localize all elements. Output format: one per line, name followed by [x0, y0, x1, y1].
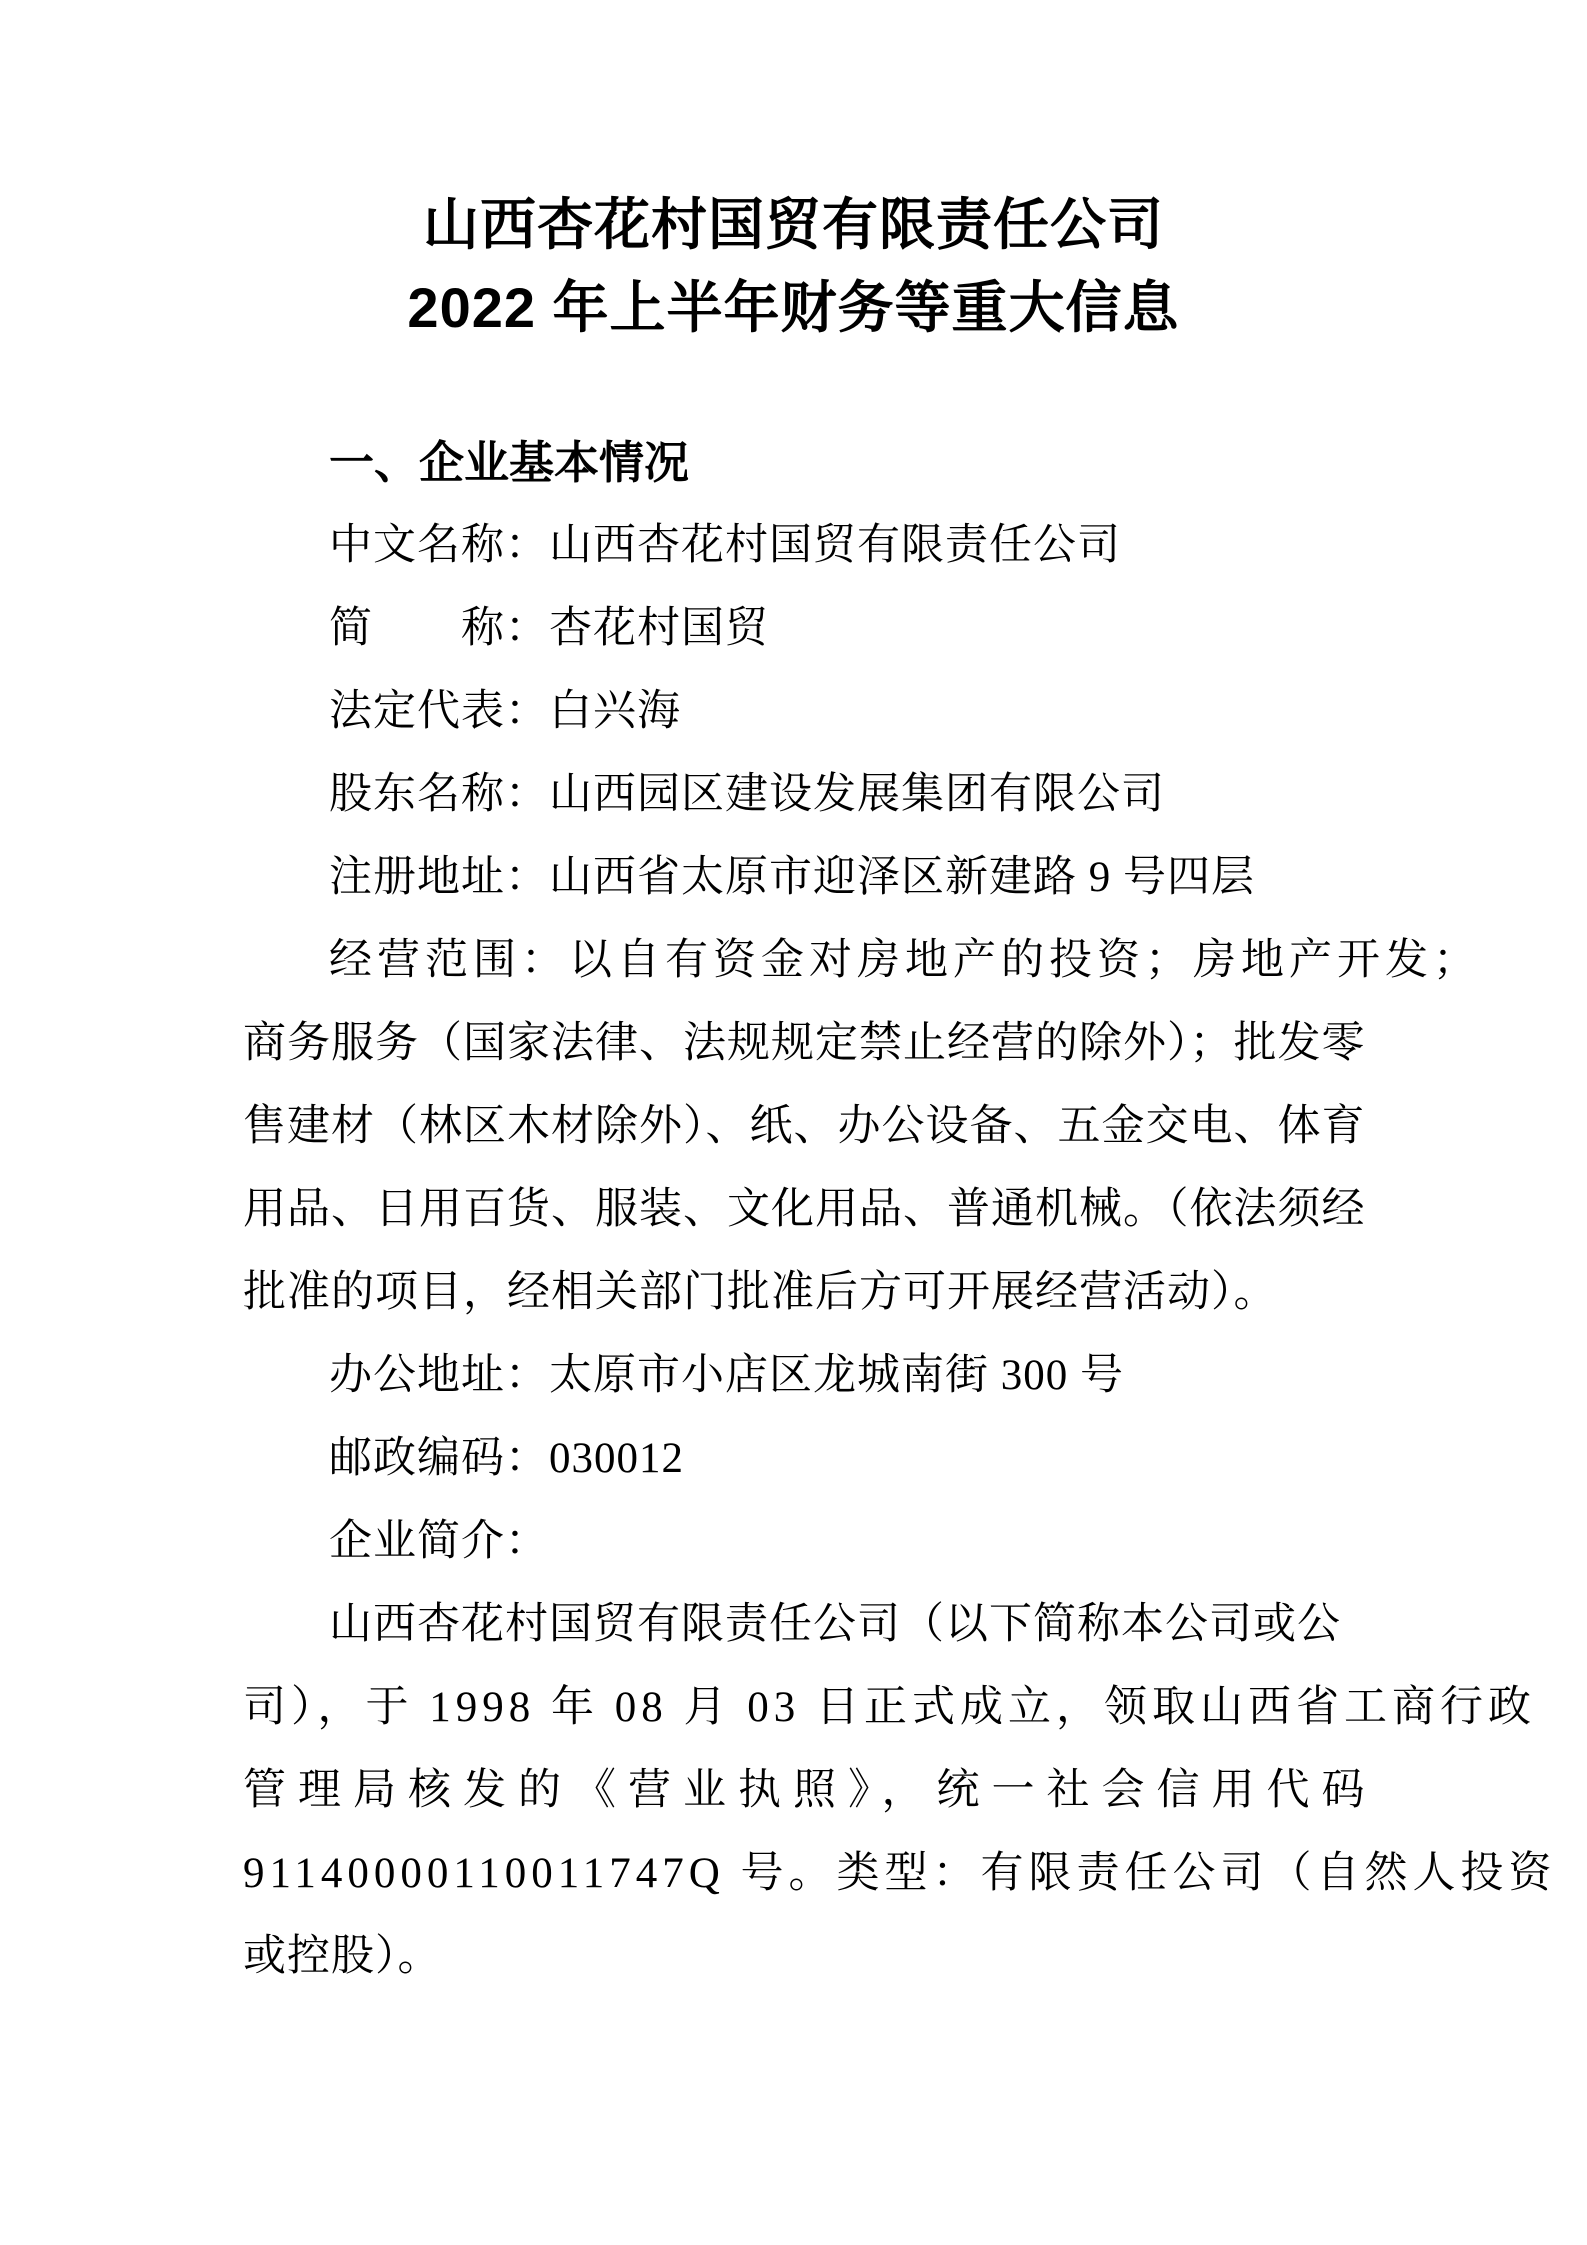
line-short-name: 简 称：杏花村国贸	[329, 605, 769, 652]
document-title-line-2: 2022 年上半年财务等重大信息	[407, 276, 1180, 339]
line-business-scope-5: 批准的项目，经相关部门批准后方可开展经营活动）。	[243, 1269, 1278, 1316]
line-profile-5: 或控股）。	[243, 1933, 442, 1980]
line-profile-4: 91140000110011747Q 号。类型：有限责任公司（自然人投资	[243, 1850, 1557, 1897]
line-office-address: 办公地址：太原市小店区龙城南街 300 号	[329, 1352, 1124, 1399]
line-registered-address: 注册地址：山西省太原市迎泽区新建路 9 号四层	[329, 854, 1255, 901]
line-business-scope-2: 商务服务（国家法律、法规规定禁止经营的除外）；批发零	[243, 1020, 1366, 1067]
line-business-scope-3: 售建材（林区木材除外）、纸、办公设备、五金交电、体育	[243, 1103, 1366, 1150]
line-shareholder-name: 股东名称：山西园区建设发展集团有限公司	[329, 771, 1165, 818]
line-company-profile-label: 企业简介：	[329, 1518, 549, 1565]
section-heading: 一、企业基本情况	[329, 437, 690, 488]
line-business-scope-1: 经营范围：以自有资金对房地产的投资；房地产开发；	[329, 937, 1481, 984]
line-legal-representative: 法定代表：白兴海	[329, 688, 681, 735]
line-chinese-name: 中文名称：山西杏花村国贸有限责任公司	[329, 522, 1121, 569]
document-title-line-1: 山西杏花村国贸有限责任公司	[423, 193, 1164, 256]
document-content	[243, 183, 1557, 1998]
line-business-scope-4: 用品、日用百货、服装、文化用品、普通机械。（依法须经	[243, 1186, 1366, 1233]
line-postal-code: 邮政编码：030012	[329, 1435, 684, 1482]
line-profile-1: 山西杏花村国贸有限责任公司（以下简称本公司或公	[329, 1601, 1341, 1648]
line-profile-2: 司），于 1998 年 08 月 03 日正式成立，领取山西省工商行政	[243, 1684, 1536, 1731]
line-profile-3: 管理局核发的《营业执照》，统一社会信用代码	[243, 1767, 1377, 1814]
